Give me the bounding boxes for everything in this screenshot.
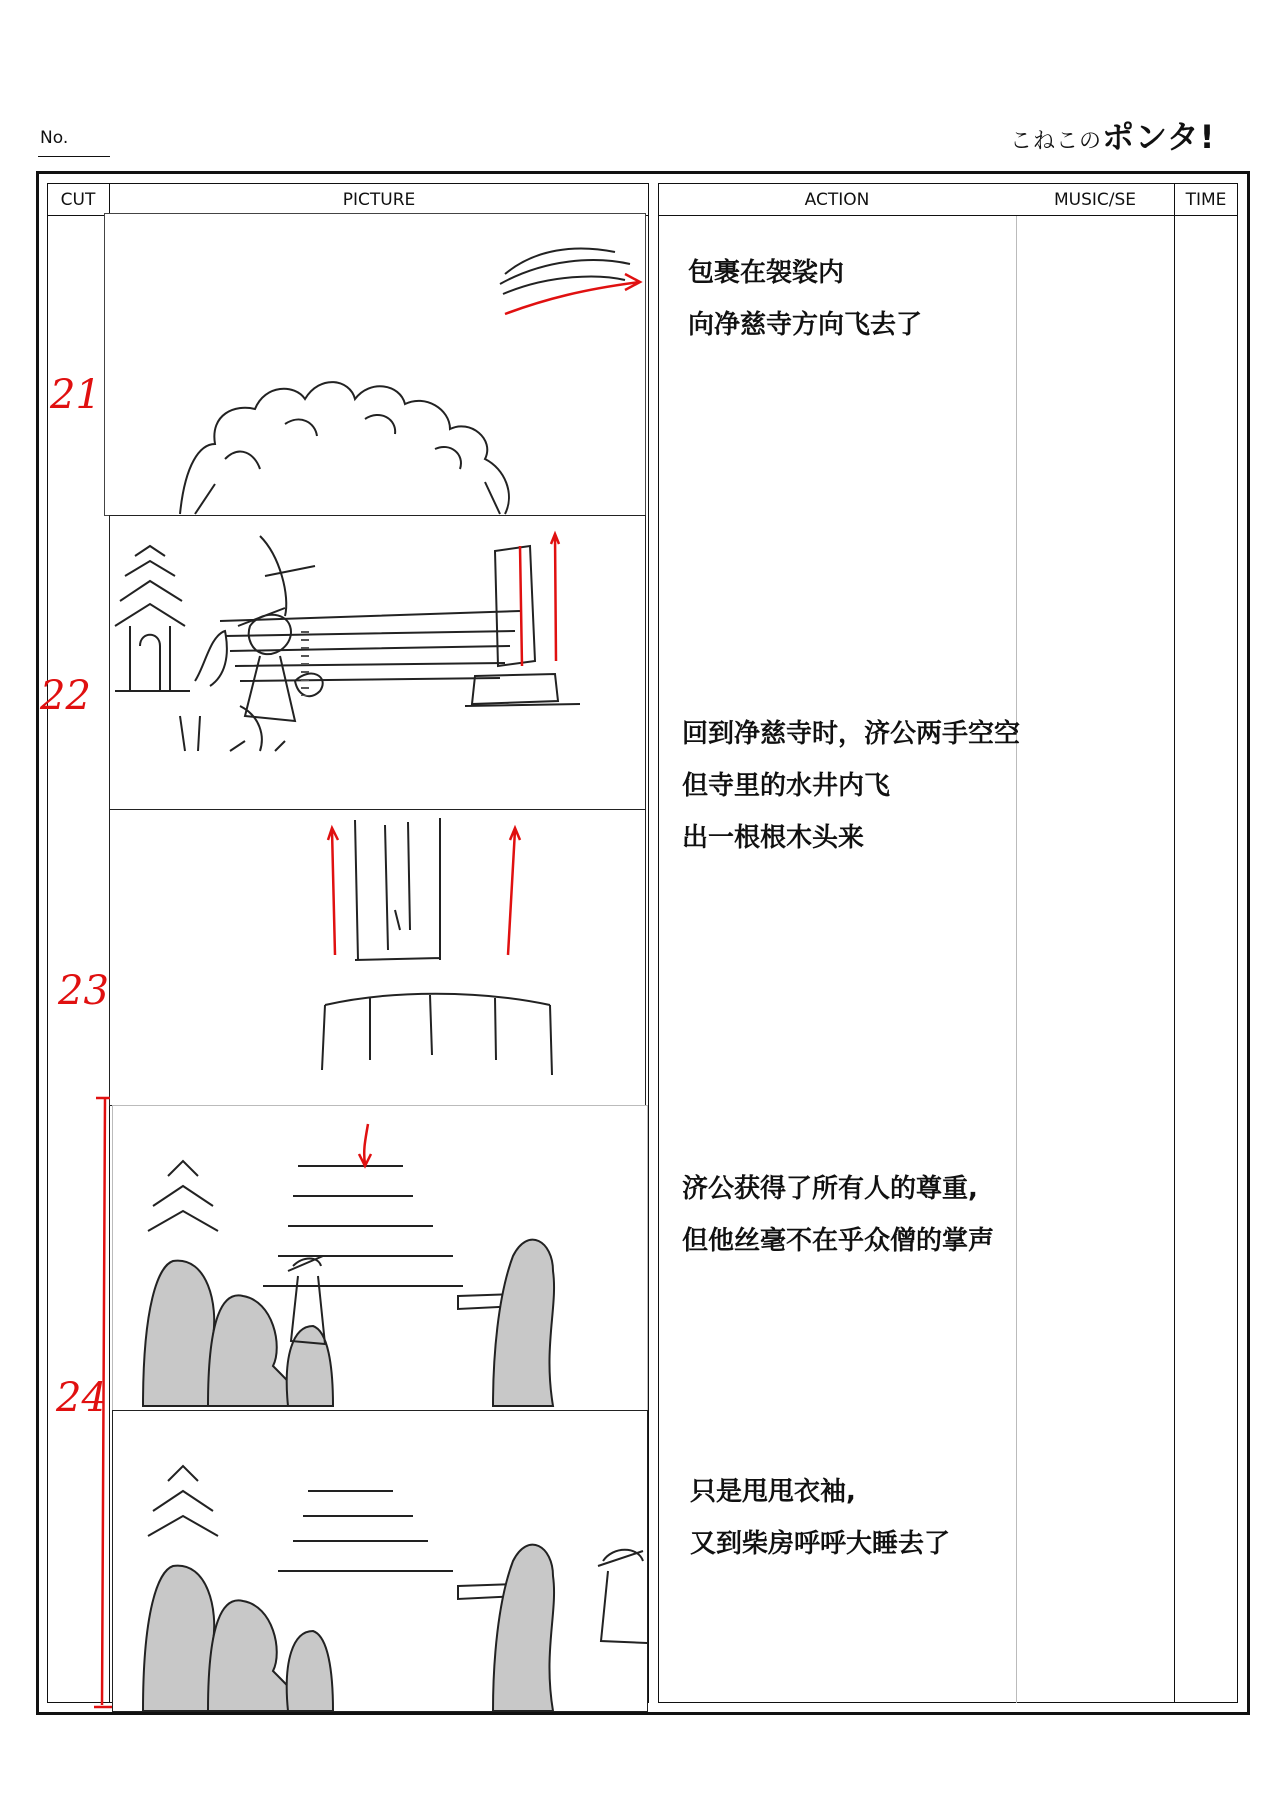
action-line: 向净慈寺方向飞去了 — [688, 310, 923, 340]
cut-number-23: 23 — [58, 968, 109, 1014]
cut-number-21: 21 — [50, 372, 101, 418]
right-header-rule — [658, 215, 1238, 216]
picture-panel-cut-22 — [109, 515, 646, 810]
column-header-cut: CUT — [60, 190, 96, 210]
action-text-cut-24 — [682, 1163, 994, 1267]
column-header-music: MUSIC/SE — [1053, 190, 1137, 210]
number-label: No. — [40, 128, 69, 148]
log-sketch — [355, 818, 440, 960]
rising-log-arrow — [520, 534, 559, 666]
action-line: 济公获得了所有人的尊重, — [682, 1174, 978, 1204]
pagoda-sketch — [148, 1466, 218, 1536]
brand-logo-title: ポンタ! — [1102, 118, 1216, 156]
picture-panel-cut-23 — [109, 809, 646, 1106]
monk-crowd-sketch — [143, 1545, 554, 1711]
action-line: 只是甩甩衣袖, — [690, 1477, 856, 1507]
action-line: 又到柴房呼呼大睡去了 — [690, 1529, 951, 1559]
cut-number-22: 22 — [40, 673, 91, 719]
well-sketch — [322, 994, 552, 1075]
steps-sketch — [278, 1491, 453, 1571]
action-line: 包裹在袈裟内 — [688, 258, 845, 288]
column-header-action: ACTION — [804, 190, 870, 210]
pagoda-sketch — [115, 546, 190, 691]
column-header-picture: PICTURE — [342, 190, 416, 210]
action-text-cut-22 — [682, 708, 1020, 864]
music-column-divider — [1016, 215, 1017, 1703]
picture-panel-cut-24-top — [112, 1105, 648, 1411]
monk-crowd-sketch — [143, 1240, 554, 1406]
column-header-time: TIME — [1185, 190, 1227, 210]
picture-panel-cut-24-bottom — [112, 1410, 648, 1712]
action-text-cut-24b — [690, 1466, 950, 1570]
cut-number-24: 24 — [56, 1375, 107, 1421]
action-line: 但他丝毫不在乎众僧的掌声 — [682, 1226, 995, 1256]
jigong-sketch — [598, 1550, 648, 1643]
steps-sketch — [220, 611, 520, 681]
pillar-sketch — [495, 546, 535, 666]
action-text-cut-21 — [688, 247, 922, 351]
falling-log-arrow — [359, 1124, 371, 1166]
picture-panel-cut-21 — [104, 213, 646, 516]
time-column-divider — [1174, 183, 1175, 1703]
number-underline — [38, 156, 110, 157]
brand-logo-prefix: こねこの — [1010, 129, 1103, 154]
pagoda-sketch — [148, 1161, 218, 1231]
brand-logo — [1010, 112, 1215, 158]
action-line: 出一根根木头来 — [682, 823, 865, 853]
action-line: 但寺里的水井内飞 — [682, 771, 891, 801]
flight-direction-arrow — [505, 274, 640, 314]
tree-canopy-sketch — [180, 382, 509, 514]
action-line: 回到净慈寺时，济公两手空空 — [682, 719, 1021, 749]
